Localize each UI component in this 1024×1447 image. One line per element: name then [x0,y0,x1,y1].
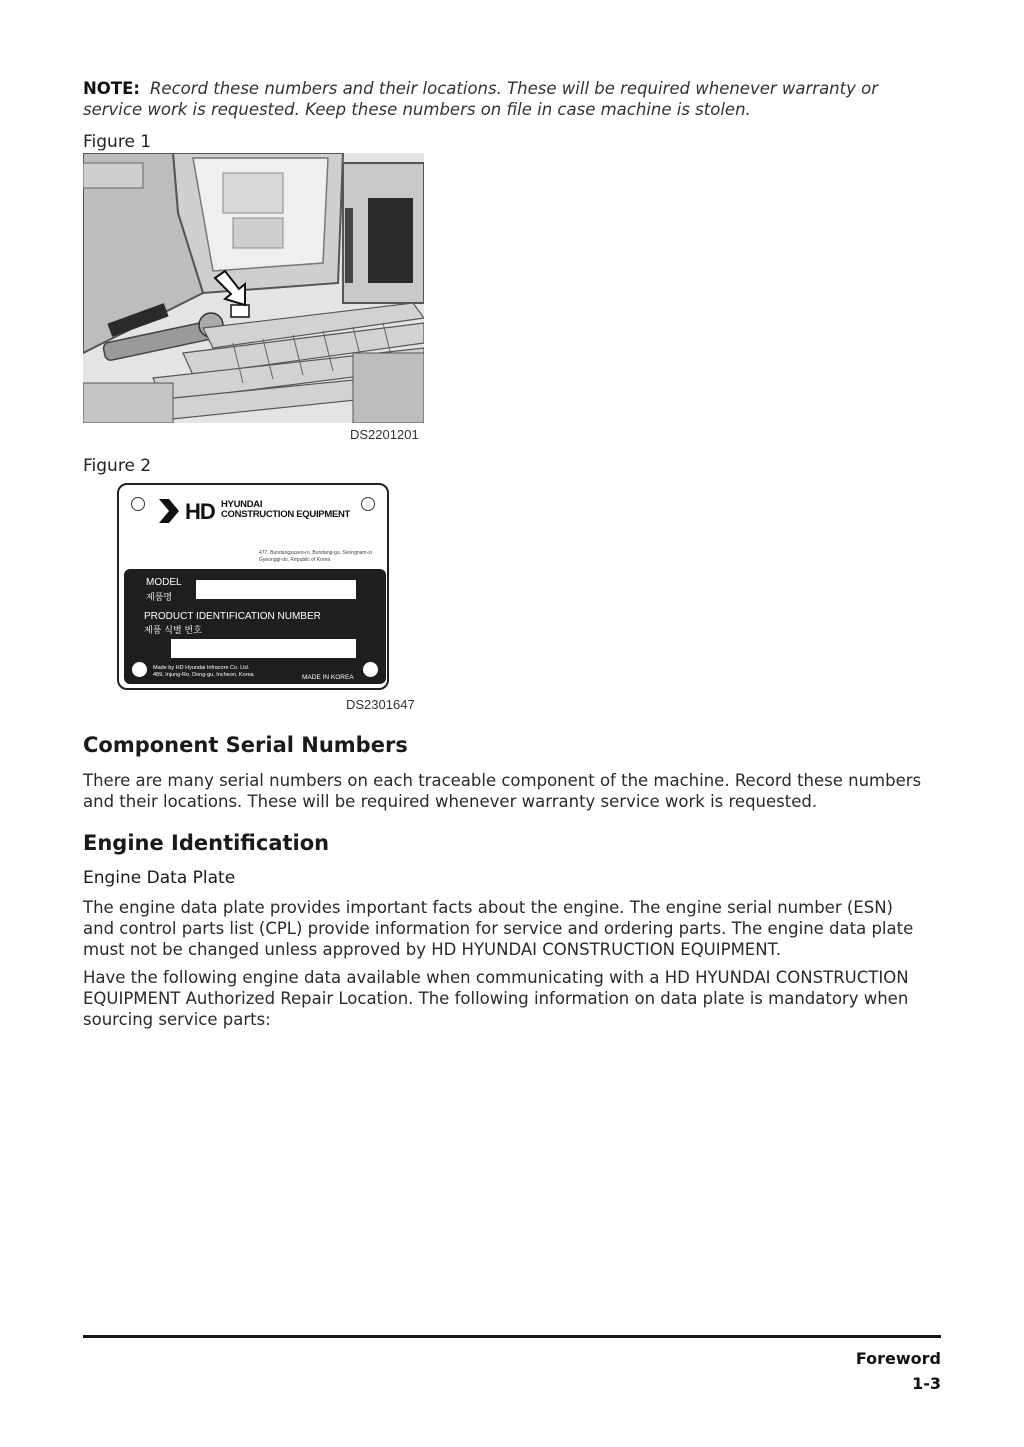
engine-p2-line1: Have the following engine data available when communicating with a HD HYUNDAI CONSTRUCTION [83,968,909,987]
hd-chevron-logo-icon [159,499,181,523]
plate-hole-icon [363,662,378,677]
engine-p2-line3: sourcing service parts: [83,1010,271,1029]
figure2-code: DS2301647 [346,697,415,712]
plate-brand-line1: HYUNDAI [221,499,263,510]
plate-pin-label-ko: 제품 식별 번호 [144,626,202,636]
plate-maker-line1: Made by HD Hyundai Infracore Co. Ltd. [153,665,250,671]
figure1-illustration [83,153,424,423]
engine-p1-line3: must not be changed unless approved by HD HYUNDAI CONSTRUCTION EQUIPMENT. [83,940,781,959]
note-block [83,78,943,120]
dozer-track-illustration [83,153,424,423]
plate-maker-line2: 489, Injung-Ro, Dong-gu, Incheon, Korea [153,672,254,678]
note-text-line1: Record these numbers and their locations. These will be required whenever warranty or [149,79,878,98]
plate-pin-label: PRODUCT IDENTIFICATION NUMBER [144,611,321,622]
note-text-line2: service work is requested. Keep these numbers on file in case machine is stolen. [83,100,751,119]
figure2-label: Figure 2 [83,456,152,476]
engine-p1-line2: and control parts list (CPL) provide information for service and ordering parts. The engine data plate [83,919,914,938]
plate-address [259,550,384,564]
mounting-hole-icon [361,497,375,511]
mounting-hole-icon [131,497,145,511]
plate-model-label-ko: 제품명 [146,593,173,603]
subheading-engine-data-plate: Engine Data Plate [83,868,236,888]
component-p1-line1: There are many serial numbers on each traceable component of the machine. Record these numbers [83,771,922,790]
plate-brand [221,500,350,520]
figure1-code: DS2201201 [350,427,419,442]
plate-data-panel [124,569,386,684]
component-p1-line2: and their locations. These will be required whenever warranty service work is requested. [83,792,818,811]
engine-p2-line2: EQUIPMENT Authorized Repair Location. The following information on data plate is mandatory when [83,989,909,1008]
footer-section: Foreword [855,1349,941,1368]
heading-component-serial-numbers: Component Serial Numbers [83,733,408,757]
footer-rule [83,1335,941,1338]
identification-plate [117,483,389,690]
footer-page-number: 1-3 [912,1374,941,1393]
plate-model-field [196,580,356,599]
plate-maker [153,665,254,679]
note-label: NOTE: [83,79,140,98]
figure1-label: Figure 1 [83,132,152,152]
engine-paragraph-1 [83,897,943,960]
heading-engine-identification: Engine Identification [83,831,330,855]
plate-made-in: MADE IN KOREA [302,674,354,681]
plate-pin-field [171,639,356,658]
plate-hole-icon [132,662,147,677]
plate-brand-line2: CONSTRUCTION EQUIPMENT [221,509,351,520]
plate-model-label: MODEL [146,577,182,588]
plate-logo-hd: HD [185,499,215,524]
plate-address-line2: Gyeonggi-do, Republic of Korea [259,557,331,563]
engine-paragraph-2 [83,967,943,1030]
plate-address-line1: 477, Bundangsuseo-ro, Bundang-gu, Seongnam-si [259,550,372,556]
engine-p1-line1: The engine data plate provides important facts about the engine. The engine serial number (ESN) [83,898,893,917]
component-paragraph [83,770,943,812]
